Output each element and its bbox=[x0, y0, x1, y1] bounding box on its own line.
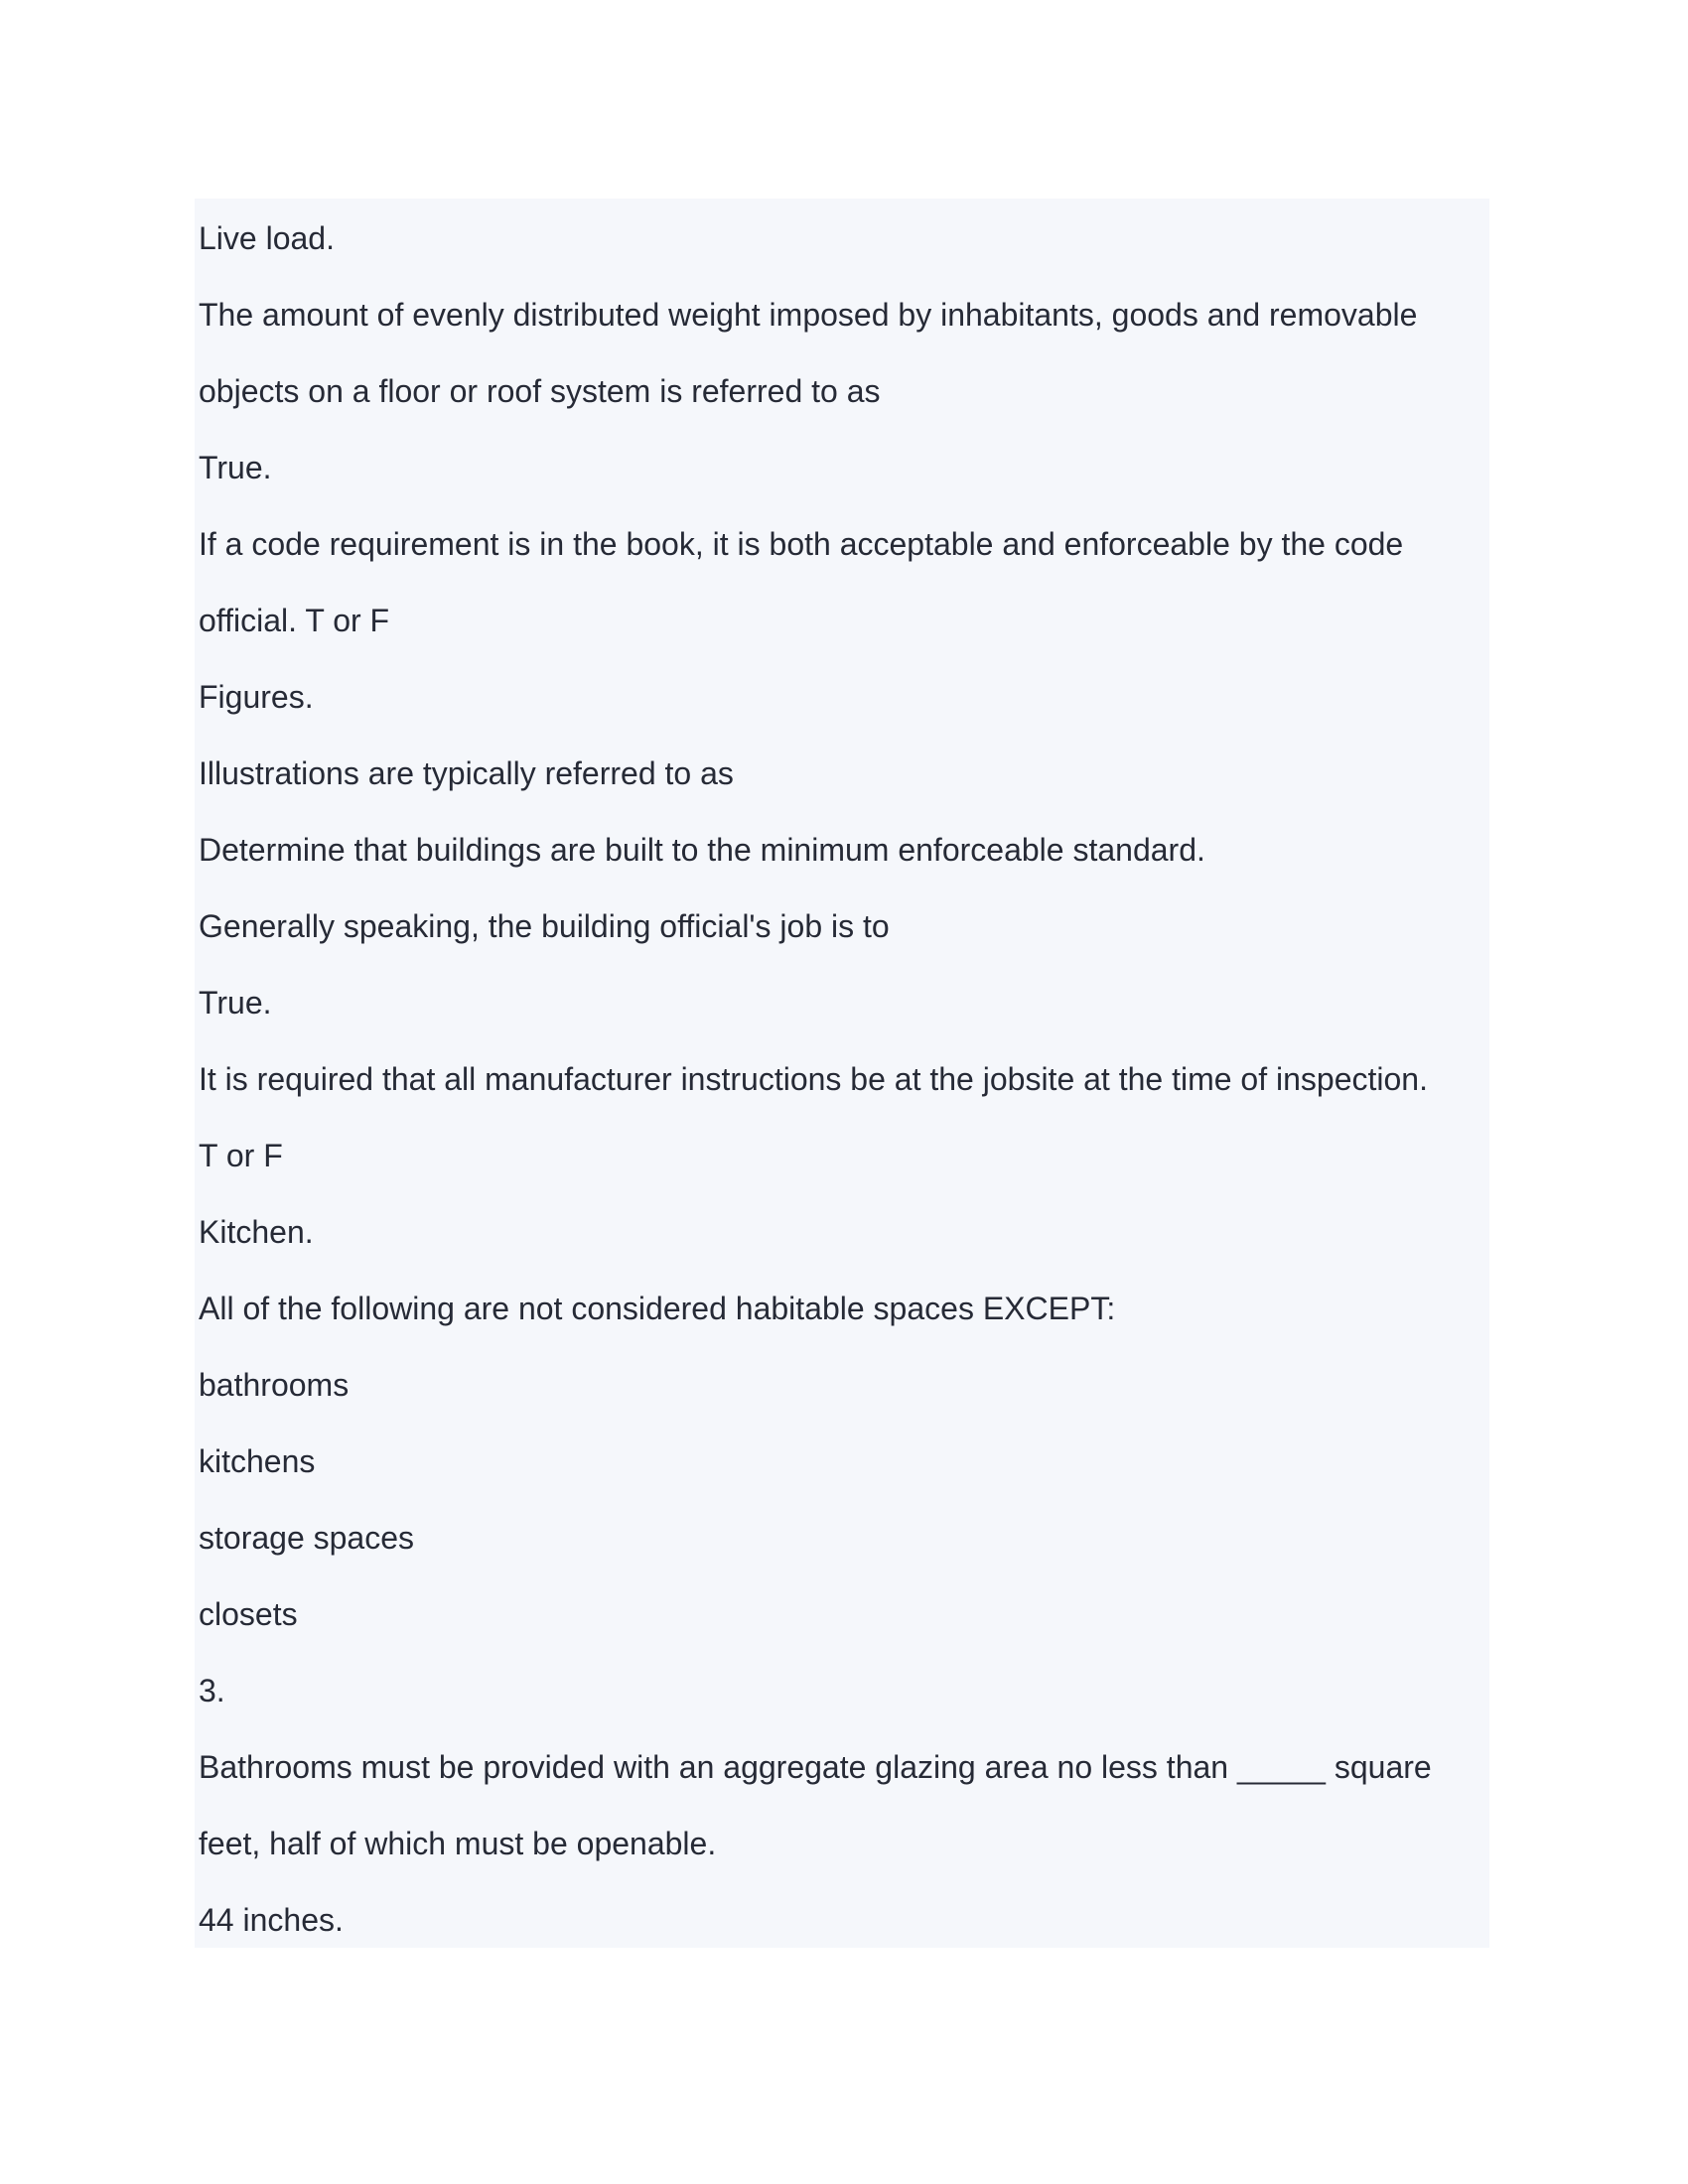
option-storage-spaces: storage spaces bbox=[199, 1520, 415, 1556]
question-distributed-weight-line-1: The amount of evenly distributed weight imposed by inhabitants, goods and removable bbox=[199, 297, 1418, 333]
option-bathrooms: bathrooms bbox=[199, 1367, 350, 1403]
answer-minimum-standard: Determine that buildings are built to the minimum enforceable standard. bbox=[199, 832, 1205, 868]
answer-kitchen: Kitchen. bbox=[199, 1214, 314, 1250]
question-code-requirement-line-1: If a code requirement is in the book, it is both acceptable and enforceable by the code bbox=[199, 526, 1404, 562]
question-code-requirement-line-2: official. T or F bbox=[199, 603, 390, 638]
answer-true-1: True. bbox=[199, 450, 272, 485]
answer-three: 3. bbox=[199, 1673, 225, 1708]
option-kitchens: kitchens bbox=[199, 1443, 316, 1479]
answer-figures: Figures. bbox=[199, 679, 314, 715]
question-illustrations: Illustrations are typically referred to as bbox=[199, 755, 734, 791]
document-text-block bbox=[195, 199, 1489, 1948]
answer-44-inches: 44 inches. bbox=[199, 1902, 344, 1938]
question-bathroom-glazing-line-1: Bathrooms must be provided with an aggregate glazing area no less than _____ square bbox=[199, 1749, 1432, 1785]
question-manufacturer-instructions-line-1: It is required that all manufacturer instructions be at the jobsite at the time of inspection. bbox=[199, 1061, 1428, 1097]
question-distributed-weight-line-2: objects on a floor or roof system is referred to as bbox=[199, 373, 881, 409]
question-manufacturer-instructions-line-2: T or F bbox=[199, 1138, 283, 1173]
answer-true-2: True. bbox=[199, 985, 272, 1021]
question-building-official-job: Generally speaking, the building official's job is to bbox=[199, 908, 890, 944]
option-closets: closets bbox=[199, 1596, 298, 1632]
question-habitable-spaces: All of the following are not considered habitable spaces EXCEPT: bbox=[199, 1291, 1116, 1326]
question-bathroom-glazing-line-2: feet, half of which must be openable. bbox=[199, 1826, 717, 1861]
answer-live-load: Live load. bbox=[199, 220, 335, 256]
